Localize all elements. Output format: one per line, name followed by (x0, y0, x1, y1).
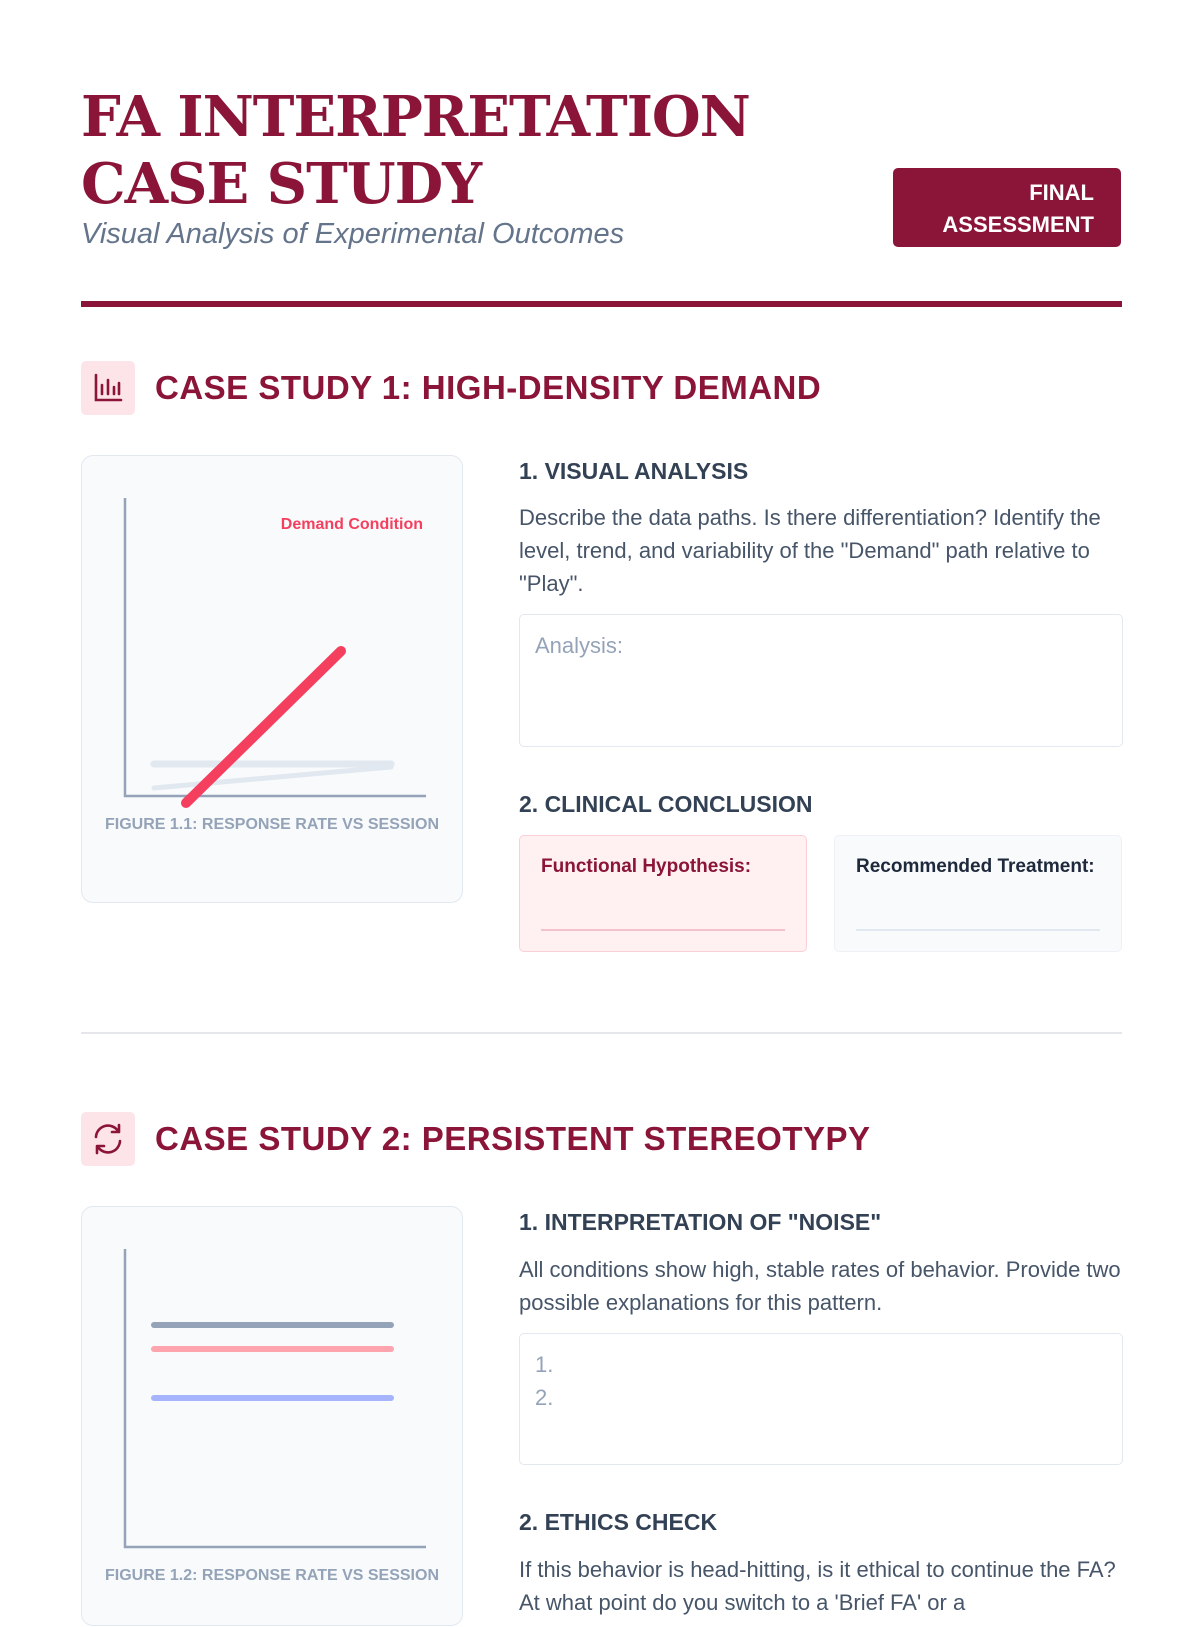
refresh-icon (81, 1112, 135, 1166)
case1-q2-heading: 2. CLINICAL CONCLUSION (519, 791, 813, 817)
analysis-field[interactable] (519, 614, 1123, 747)
functional-hypothesis-underline (541, 929, 785, 931)
case2-heading (81, 1112, 871, 1166)
case1-series-label: Demand Condition (280, 516, 423, 533)
assessment-badge (893, 168, 1121, 247)
recommended-treatment-underline (856, 929, 1100, 931)
case1-figure-caption (82, 812, 462, 837)
bar-chart-icon (81, 361, 135, 415)
page-title: FA INTERPRETATION CASE STUDY (81, 84, 750, 217)
recommended-treatment-field[interactable] (834, 835, 1122, 952)
case2-q1-prompt: All conditions show high, stable rates of behavior. Provide two possible explanations for this pattern. (519, 1257, 1121, 1315)
case2-figure-caption (82, 1563, 462, 1588)
case1-play-line-2 (154, 767, 391, 788)
case2-q2-prompt: If this behavior is head-hitting, is it ethical to continue the FA? At what point do you switch to a 'Brief FA' or a (519, 1557, 1116, 1615)
functional-hypothesis-field[interactable] (519, 835, 807, 952)
case1-chart-axes (125, 498, 426, 796)
case2-title: CASE STUDY 2: PERSISTENT STEREOTYPY (155, 1120, 871, 1157)
case1-q1-prompt: Describe the data paths. Is there differentiation? Identify the level, trend, and variability of the "Demand" path relative to "Play". (519, 505, 1101, 596)
functional-hypothesis-label: Functional Hypothesis: (541, 856, 752, 877)
explanations-field[interactable] (519, 1333, 1123, 1465)
case1-q1-heading: 1. VISUAL ANALYSIS (519, 458, 749, 484)
analysis-placeholder: Analysis: (535, 633, 624, 658)
case2-q2-heading: 2. ETHICS CHECK (519, 1509, 718, 1535)
case1-heading (81, 361, 821, 415)
case1-title: CASE STUDY 1: HIGH-DENSITY DEMAND (155, 369, 822, 406)
recommended-treatment-label: Recommended Treatment: (856, 856, 1095, 877)
case2-q1-heading: 1. INTERPRETATION OF "NOISE" (519, 1209, 882, 1235)
case1-figure (81, 455, 463, 903)
header-divider (81, 301, 1122, 307)
section-divider (81, 1032, 1122, 1034)
explanation-line-1: 1. (535, 1352, 554, 1377)
assessment-badge-label: FINAL ASSESSMENT (942, 180, 1094, 237)
case2-caption-text: FIGURE 1.2: RESPONSE RATE VS SESSION (105, 1567, 439, 1584)
case1-caption-text: FIGURE 1.1: RESPONSE RATE VS SESSION (105, 816, 439, 833)
explanation-line-2: 2. (535, 1385, 554, 1410)
page-subtitle: Visual Analysis of Experimental Outcomes (81, 218, 625, 250)
case2-figure (81, 1206, 463, 1626)
